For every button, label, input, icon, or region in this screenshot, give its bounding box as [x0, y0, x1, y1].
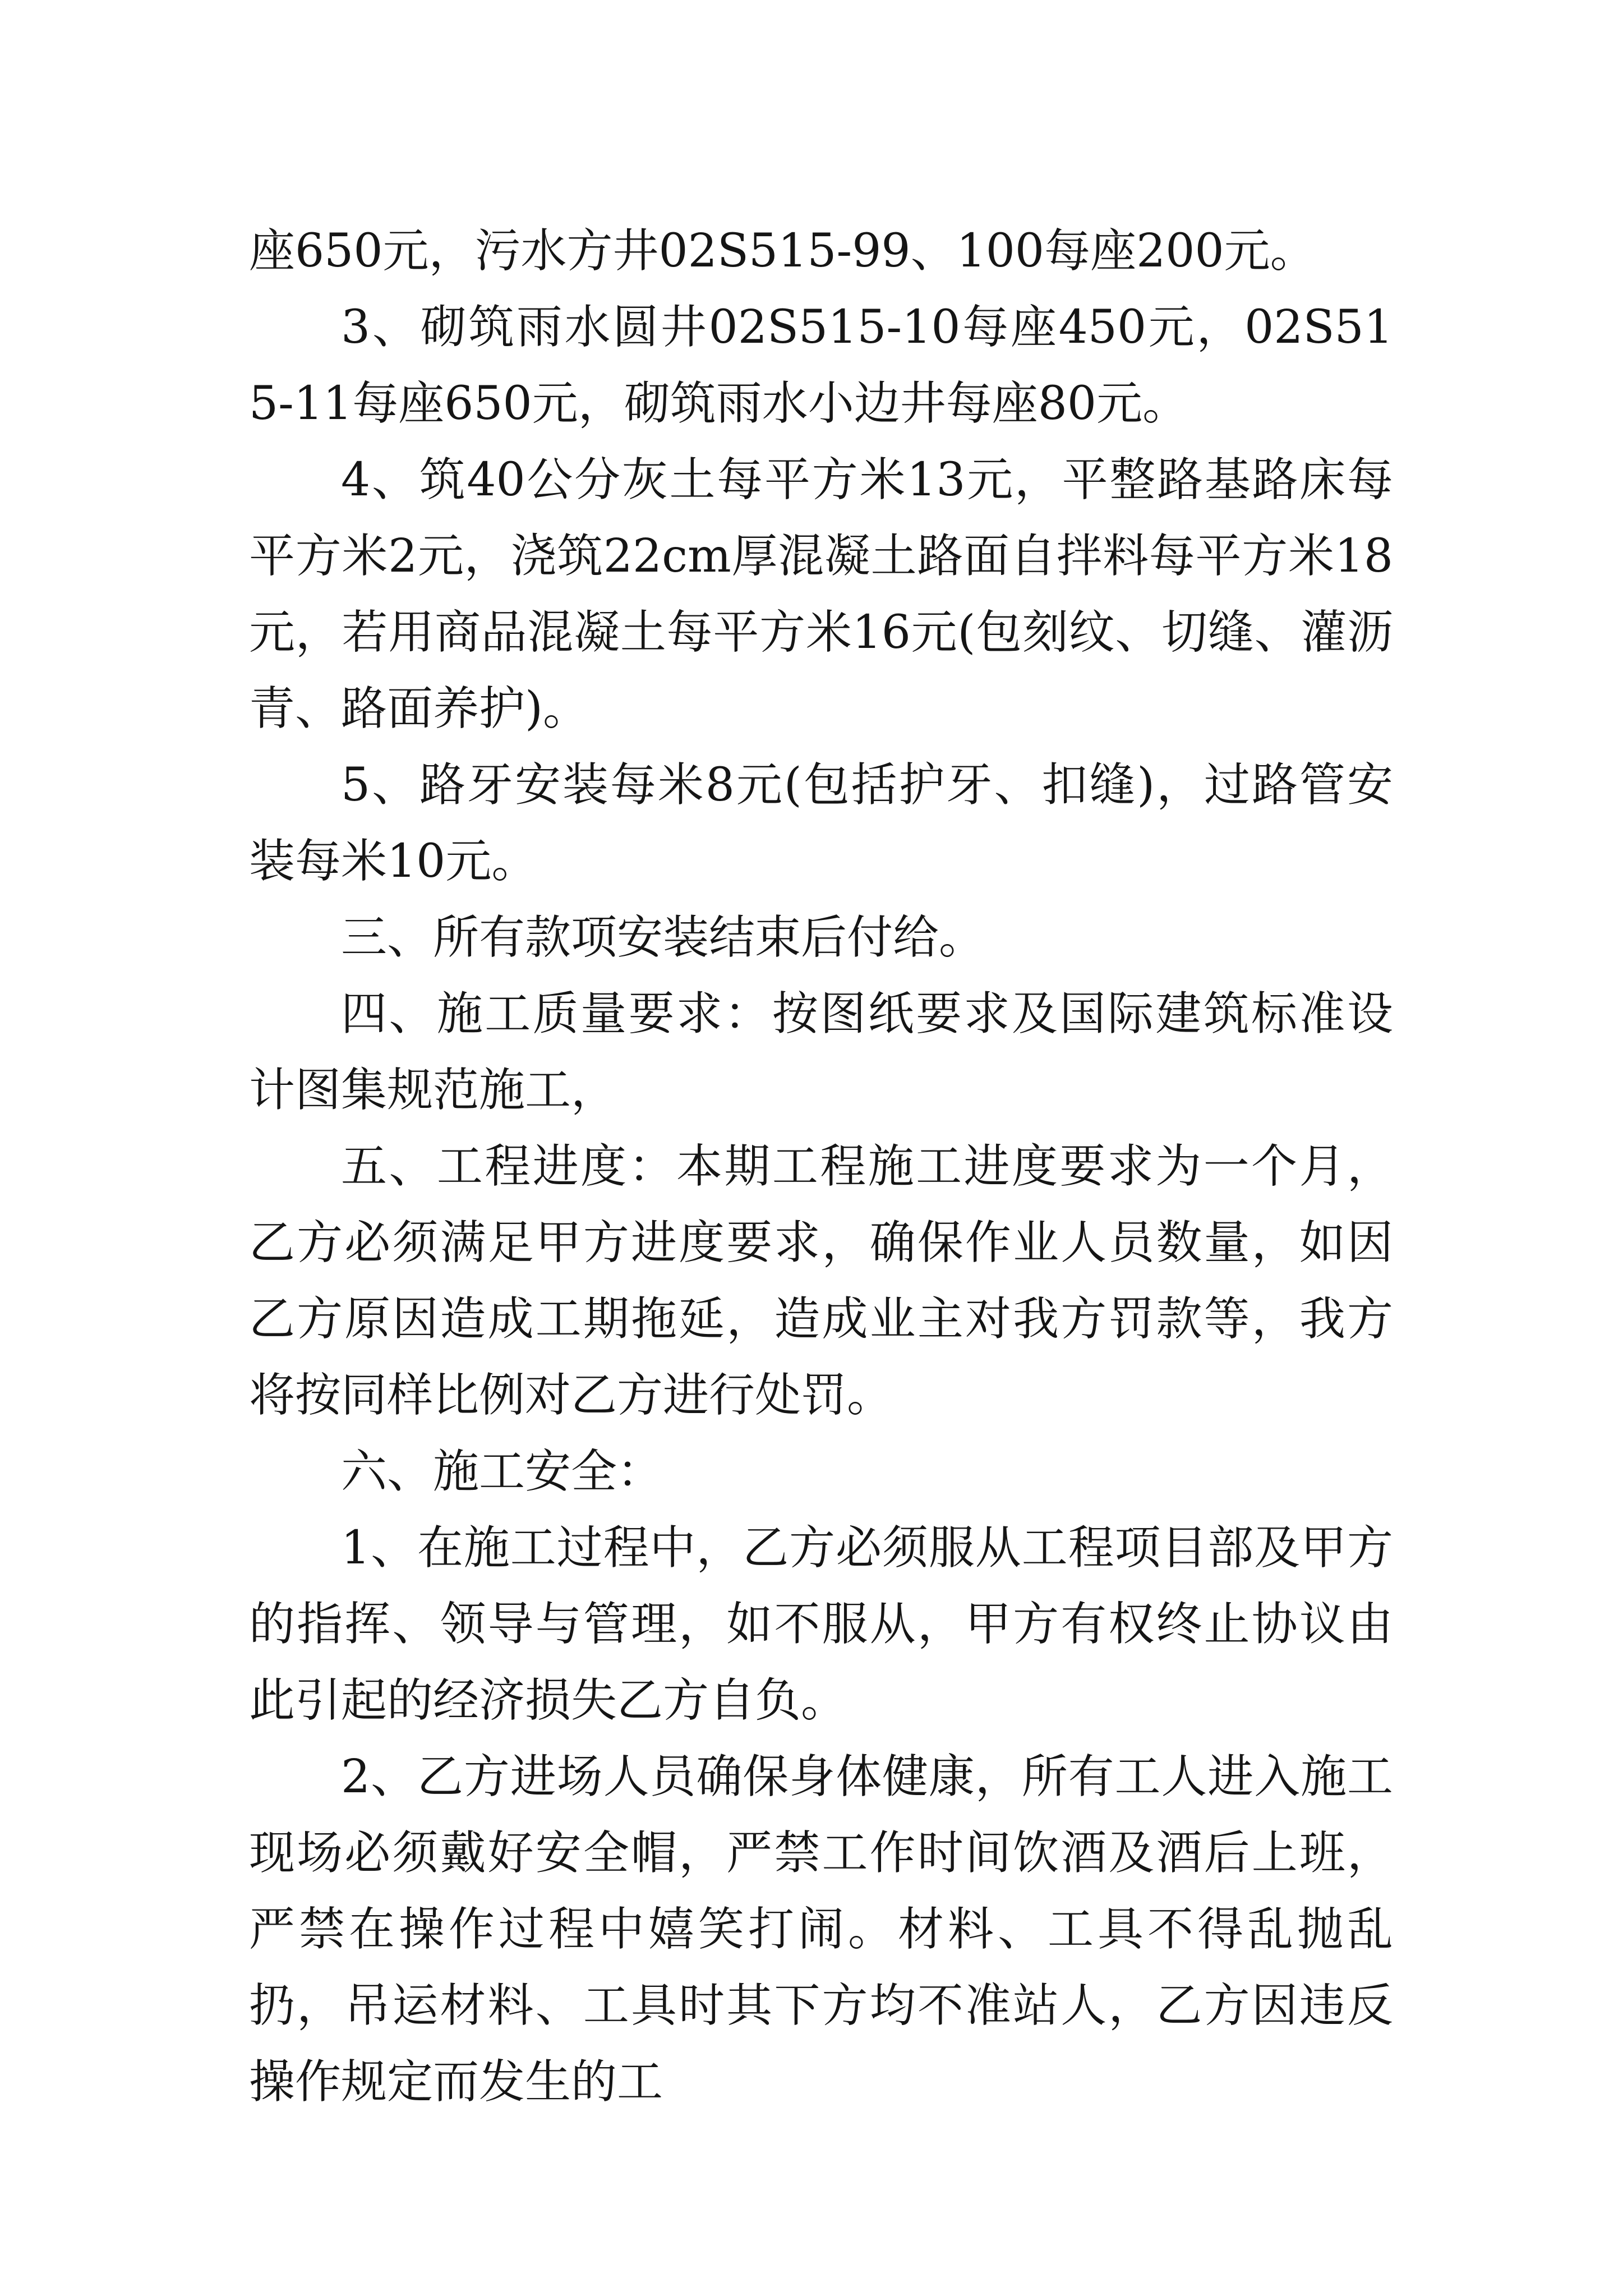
paragraph-item-4: 4、筑40公分灰土每平方米13元，平整路基路床每平方米2元，浇筑22cm厚混凝土路面自拌料每平方米18元，若用商品混凝土每平方米16元(包刻纹、切缝、灌沥青、路面养护)。: [249, 453, 1393, 735]
paragraph-continued: 座650元，污水方井02S515-99、100每座200元。: [249, 224, 1316, 278]
paragraph-section-4: 四、施工质量要求：按图纸要求及国际建筑标准设计图集规范施工，: [249, 987, 1393, 1117]
paragraph-item-5: 5、路牙安装每米8元(包括护牙、扣缝)，过路管安装每米10元。: [249, 758, 1393, 888]
paragraph-safety-item-2: 2、乙方进场人员确保身体健康，所有工人进入施工现场必须戴好安全帽，严禁工作时间饮酒及酒后上班，严禁在操作过程中嬉笑打闹。材料、工具不得乱抛乱扔，吊运材料、工具时其下方均不准站人，乙方因违反操作规定而发生的工: [249, 1750, 1393, 2109]
paragraph-section-5: 五、工程进度：本期工程施工进度要求为一个月，乙方必须满足甲方进度要求，确保作业人员数量，如因乙方原因造成工期拖延，造成业主对我方罚款等，我方将按同样比例对乙方进行处罚。: [249, 1140, 1393, 1422]
paragraph-section-6: 六、施工安全：: [341, 1445, 663, 1498]
paragraph-safety-item-1: 1、在施工过程中，乙方必须服从工程项目部及甲方的指挥、领导与管理，如不服从，甲方有权终止协议由此引起的经济损失乙方自负。: [249, 1521, 1393, 1727]
paragraph-item-3: 3、砌筑雨水圆井02S515-10每座450元，02S515-11每座650元，砌筑雨水小边井每座80元。: [249, 301, 1393, 430]
document-body: [249, 213, 1393, 2120]
paragraph-section-3: 三、所有款项安装结束后付给。: [341, 911, 985, 964]
